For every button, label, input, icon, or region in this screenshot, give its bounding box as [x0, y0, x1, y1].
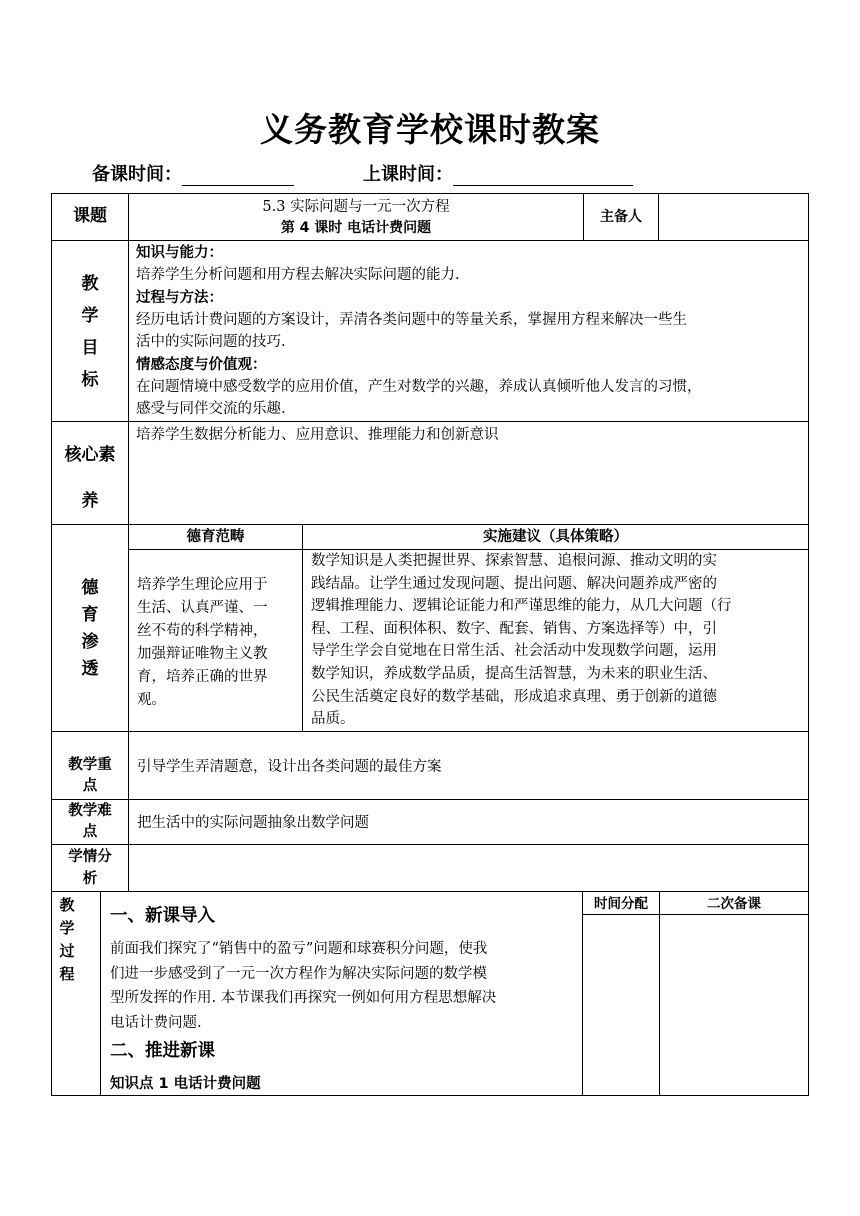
difficulties-label: 教学难 点	[68, 803, 112, 840]
prep-time-blank[interactable]	[182, 167, 294, 186]
objectives-h2: 过程与方法：	[136, 290, 223, 306]
moral-col2-text: 数学知识是人类把握世界、探索智慧、追根问源、推动文明的实 践结晶。让学生通过发现问题、提出问题、解决问题养成严密的 逻辑推理能力、逻辑论证能力和严谨思维的能力，从几大问题（行 程、工程、面积体积、数字、配套、销售、方案选择等）中，引 导学生学会自觉地在日常生活、社会活动中发现数学问题，运用 数学知识，养成数学品质，提高生活智慧，为未来的职业生活、 公民生活奠定良好的数学基础，形成追求真理、勇于创新的道德 品质。	[311, 553, 732, 728]
intro-paragraph: 前面我们探究了“销售中的盈亏”问题和球赛积分问题，使我 们进一步感受到了一元一次方程作为解决实际问题的数学模 型所发挥的作用. 本节课我们再探究一例如何用方程思想解决 电话计费问题.	[110, 941, 497, 1031]
second-prep-header: 二次备课	[707, 896, 761, 912]
prep-time-label: 备课时间：	[92, 164, 182, 185]
topic-line1: 5.3 实际问题与一元一次方程	[262, 199, 450, 215]
moral-col1-header: 德育范畴	[186, 529, 245, 545]
moral-label: 德 育 渗 透	[81, 578, 99, 679]
core-text: 培养学生数据分析能力、应用意识、推理能力和创新意识	[136, 427, 499, 443]
key-points-text: 引导学生弄清题意，设计出各类问题的最佳方案	[137, 759, 442, 775]
objectives-p1: 培养学生分析问题和用方程去解决实际问题的能力.	[136, 267, 460, 283]
class-time-label: 上课时间：	[363, 164, 453, 185]
objectives-p3a: 在问题情境中感受数学的应用价值，产生对数学的兴趣，养成认真倾听他人发言的习惯，	[136, 379, 702, 395]
section-advance-new-lesson: 二、推进新课	[110, 1041, 215, 1061]
class-time-blank[interactable]	[453, 167, 633, 186]
topic-line2: 第 4 课时 电话计费问题	[280, 220, 432, 236]
moral-col1-text: 培养学生理论应用于 生活、认真严谨、一 丝不苟的科学精神， 加强辩证唯物主义教 育，培养正确的世界 观。	[137, 577, 268, 708]
difficulties-text: 把生活中的实际问题抽象出数学问题	[137, 815, 369, 831]
section-new-lesson-intro: 一、新课导入	[110, 906, 215, 926]
core-label-2: 养	[81, 491, 99, 511]
moral-col2-header: 实施建议（具体策略）	[483, 529, 628, 545]
process-label: 教 学 过 程	[59, 896, 75, 983]
topic-label: 课题	[73, 206, 107, 226]
objectives-p3b: 感受与同伴交流的乐趣.	[136, 401, 286, 417]
page-title: 义务教育学校课时教案	[260, 110, 600, 149]
objectives-h3: 情感态度与价值观：	[136, 357, 267, 373]
analysis-label: 学情分 析	[68, 849, 112, 887]
preparer-label: 主备人	[600, 209, 642, 225]
prep-time-row	[92, 160, 294, 186]
class-time-row	[363, 160, 633, 186]
key-points-label: 教学重 点	[68, 757, 112, 794]
time-allocation-cell	[582, 891, 660, 1096]
analysis-row	[51, 844, 809, 892]
time-allocation-header: 时间分配	[594, 896, 648, 912]
objectives-label: 教 学 目 标	[81, 274, 99, 390]
objectives-p2b: 活中的实际问题的技巧.	[136, 334, 286, 350]
objectives-p2a: 经历电话计费问题的方案设计，弄清各类问题中的等量关系，掌握用方程来解决一些生	[136, 312, 687, 328]
knowledge-point-1: 知识点 1 电话计费问题	[110, 1076, 261, 1092]
objectives-h1: 知识与能力：	[136, 245, 223, 261]
core-label-1: 核心素	[64, 445, 116, 465]
